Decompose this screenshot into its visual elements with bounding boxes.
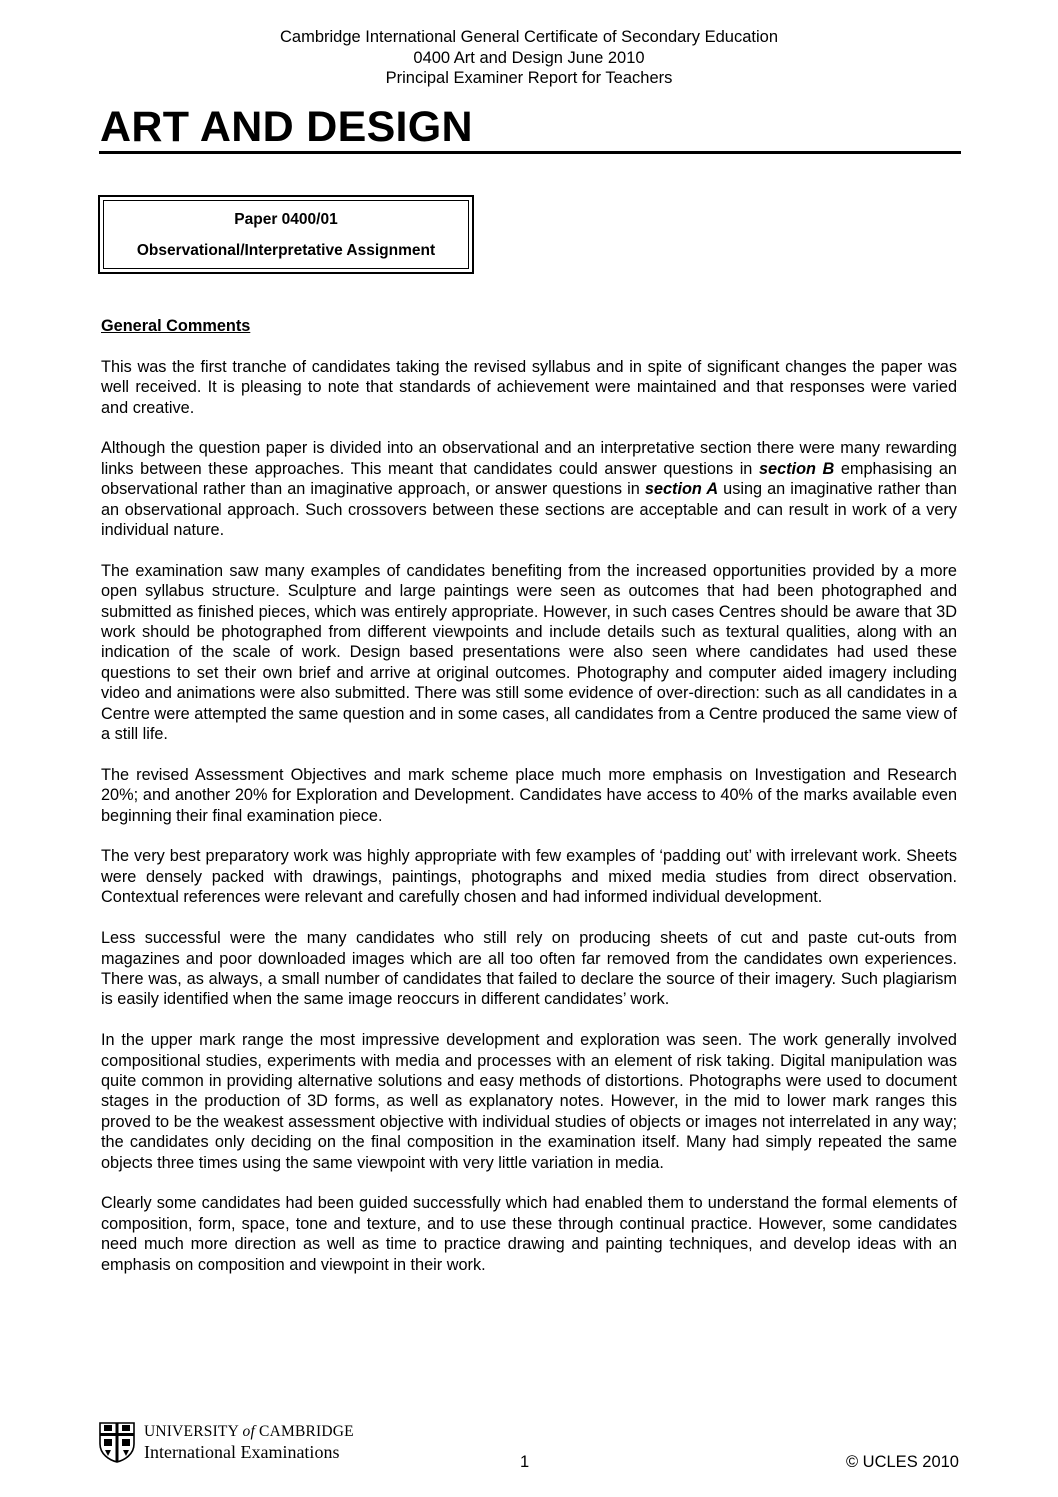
report-header [0, 27, 1058, 89]
paragraph-4: The revised Assessment Objectives and mark scheme place much more emphasis on Investigation and Research 20%; and another 20% for Exploration and Development. Candidates have access to 40% of the marks available even beginning their final examination piece. [101, 765, 957, 825]
paragraph-8: Clearly some candidates had been guided successfully which had enabled them to understand the formal elements of composition, form, space, tone and texture, and to use these through continual practice. However, some candidates need much more direction as well as time to practice drawing and painting techniques, and develop ideas with an emphasis on composition and viewpoint in their work. [101, 1194, 957, 1274]
paragraph-2-part-a: Although the question paper is divided into an observational and an interpretative section there were many rewarding links between these approaches. This meant that candidates could answer questions in [101, 439, 957, 478]
paragraph-1: This was the first tranche of candidates taking the revised syllabus and in spite of significant changes the paper was well received. It is pleasing to note that standards of achievement were maintained and that responses were varied and creative. [101, 357, 957, 417]
title-underline-rule [99, 151, 961, 154]
paragraph-3: The examination saw many examples of candidates benefiting from the increased opportunities provided by a more open syllabus structure. Sculpture and large paintings were seen as outcomes that had been photographed and submitted as finished pieces, which was entirely appropriate. However, in such cases Centres should be aware that 3D work should be photographed from different viewpoints and include details such as textural qualities, along with an indication of the scale of work. Design based presentations were also seen where candidates had used these questions to set their own brief and arrive at original outcomes. Photography and computer aided imagery including video and animations were also submitted. There was still some evidence of over-direction: such as all candidates in a Centre were attempted the same question and in some cases, all candidates from a Centre produced the same view of a still life. [101, 561, 957, 744]
header-line-qualification: Cambridge International General Certificate of Secondary Education [279, 28, 779, 46]
paragraph-7: In the upper mark range the most impressive development and exploration was seen. The work generally involved compositional studies, experiments with media and processes with an element of risk taking. Digital manipulation was quite common in providing alternative solutions and easy methods of distortions. Photographs were used to document stages in the production of 3D forms, as well as explanatory notes. However, in the mid to lower mark ranges this proved to be the weakest assessment objective with individual studies of objects or images not interrelated in any way; the candidates only deciding on the final composition in the examination itself. Many had simply repeated the same objects three times using the same viewpoint with very little variation in media. [101, 1031, 957, 1172]
logo-line-university: UNIVERSITY of CAMBRIDGE [144, 1423, 354, 1440]
emphasis-section-a: section A [644, 480, 719, 499]
paper-info-box [98, 195, 474, 274]
paragraph-2-part-b: emphasising an observational rather than an imaginative approach, or answer questions in [101, 459, 957, 499]
page-number: 1 [520, 1453, 530, 1471]
paper-info-box-inner [103, 200, 469, 269]
paragraph-6: Less successful were the many candidates who still rely on producing sheets of cut and paste cut-outs from magazines and poor downloaded images which are all too often far removed from the candidates own experiences. There was, as always, a small number of candidates that failed to declare the source of their imagery. Such plagiarism is easily identified when the same image reoccurs in different candidates’ work. [101, 929, 957, 1009]
paragraph-2-part-c: using an imaginative rather than an observational approach. Such crossovers between these sections are acceptable and can result in work of a very individual nature. [101, 480, 957, 540]
page-title: ART AND DESIGN [100, 103, 473, 151]
cambridge-logo [99, 1422, 369, 1466]
copyright-notice: © UCLES 2010 [845, 1453, 959, 1471]
emphasis-section-b: section B [758, 459, 835, 478]
paragraph-2 [101, 438, 957, 540]
paper-name: Observational/Interpretative Assignment [136, 242, 436, 259]
logo-wordmark [144, 1422, 354, 1463]
paper-number: Paper 0400/01 [234, 211, 338, 228]
header-line-report-type: Principal Examiner Report for Teachers [385, 69, 673, 87]
cambridge-crest-icon [99, 1422, 135, 1463]
header-line-syllabus: 0400 Art and Design June 2010 [413, 48, 645, 67]
report-body [101, 316, 957, 1295]
logo-line-international-examinations: International Examinations [144, 1442, 340, 1462]
paragraph-5: The very best preparatory work was highly appropriate with few examples of ‘padding out’ with irrelevant work. Sheets were densely packed with drawings, paintings, photographs and mixed media studies from direct observation. Contextual references were relevant and carefully chosen and had informed individual development. [101, 847, 957, 907]
section-heading-general-comments: General Comments [101, 317, 251, 335]
